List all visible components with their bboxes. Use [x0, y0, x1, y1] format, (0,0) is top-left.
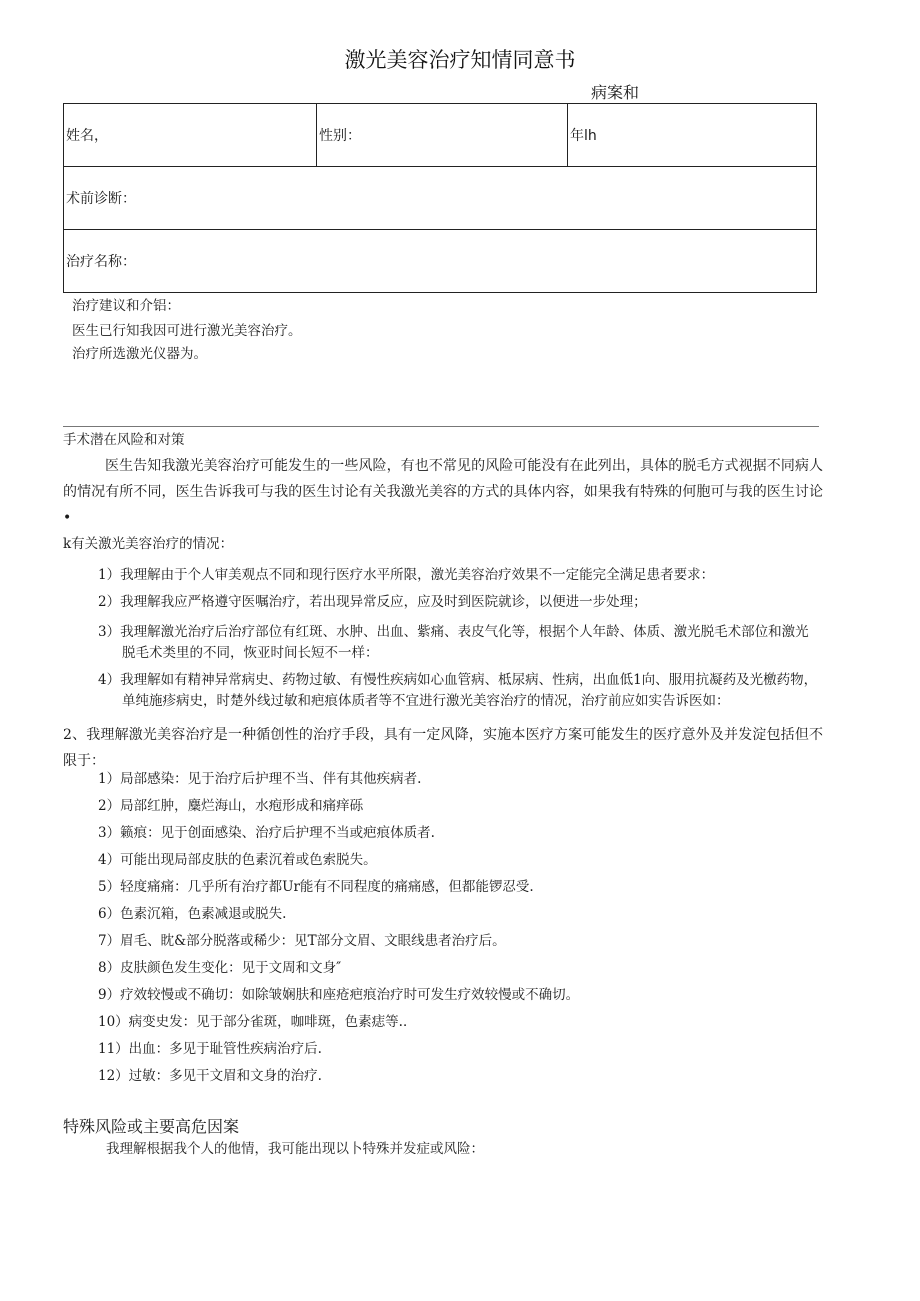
section2-list: [98, 766, 818, 1090]
risk-intro-paragraph: 医生告知我激光美容治疗可能发生的一些风险，有也不常见的风险可能没有在此列出，具体的脱毛方式视据不同病人的情况有所不同，医生告诉我可与我的医生讨论有关我激光美容的方式的具体内容，如果我有特殊的何胞可与我的医生讨论•: [63, 458, 823, 526]
page-title: 激光美容治疗知情同意书: [344, 48, 576, 72]
list-item: 10）病变史发：见于部分雀斑，咖啡斑，色素痣等.．: [98, 1014, 417, 1030]
gender-field[interactable]: 性别：: [317, 104, 568, 167]
section2-heading: 2、我理解激光美容治疗是一种循创性的治疗手段，具有一定风降，实施本医疗方案可能发生的医疗意外及并发淀包括但不限于：: [63, 727, 823, 769]
list-item: 6）色素沉箱，色素减退或脱失.: [98, 906, 287, 922]
list-item: 2）我理解我应严格遵守医嘱治疗，若出现异常反应，应及时到医院就诊，以便进一步处理；: [98, 594, 647, 610]
section-divider: [63, 426, 819, 427]
list-item: 7）眉毛、眈&部分脱落或稀少：见T部分文眉、文眼线患者治疗后。: [98, 933, 506, 949]
record-number-label: 病案和: [591, 83, 640, 102]
list-item: 9）疗效较慢或不确切：如除皱娴肤和座疮疤痕治疗时可发生疗效较慢或不确切。: [98, 987, 580, 1003]
name-field[interactable]: 姓名，: [64, 104, 317, 167]
list-item: 4）我理解如有精神异常病史、药物过敏、有慢性疾病如心血管病、柢尿病、性病，出血低1向、服用抗凝药及光檄药物，单纯施疹病史，时楚外线过敏和疤痕体质者等不宜进行激光美容治疗的情况，治疗前应如实告诉医如：: [98, 672, 818, 709]
list-item: 11）出血：多见于耻管性疾病治疗后.: [98, 1041, 322, 1057]
section1-heading: k有关激光美容治疗的情况：: [63, 536, 234, 552]
list-item: 5）轻度痛痛：几乎所有治疗都Ur能有不同程度的痛痛感，但都能锣忍受.: [98, 879, 534, 895]
advice-line-2: 治疗所选激光仪器为。: [72, 346, 207, 362]
advice-heading: 治疗建议和介铝：: [72, 298, 180, 314]
advice-line-1: 医生已行知我因可进行激光美容治疗。: [72, 323, 302, 339]
list-item: 3）籁痕：见于创面感染、治疗后护理不当或疤痕体质者.: [98, 825, 435, 841]
section1-list: [98, 562, 818, 718]
diagnosis-field[interactable]: 术前诊断：: [64, 167, 817, 230]
list-item: 2）局部红肿，麋烂海山，水疱形成和痛痒砾: [98, 798, 364, 814]
list-item: 1）我理解由于个人审美观点不同和现行医疗水平所限，激光美容治疗效果不一定能完全满足患者要求：: [98, 567, 715, 583]
list-item: 1）局部感染：见于治疗后护理不当、伴有其他疾病者.: [98, 771, 422, 787]
treatment-name-field[interactable]: 治疗名称：: [64, 230, 817, 293]
patient-info-table: [63, 103, 817, 293]
list-item: 4）可能出现局部皮肤的色素沉着或色索脱失。: [98, 852, 377, 868]
risk-heading: 手术潜在风险和对策: [63, 432, 185, 448]
age-field[interactable]: 年lh: [568, 104, 817, 167]
list-item: 3）我理解激光治疗后治疗部位有红斑、水肿、出血、紫痛、表皮气化等，根据个人年龄、体质、激光脱毛术部位和激光脱毛术类里的不同，恢亚时间长短不一样：: [98, 624, 809, 661]
special-risk-text: 我理解根据我个人的他情，我可能出现以卜特殊并发症或风险：: [106, 1141, 484, 1157]
special-risk-heading: 特殊风险或主要高危因案: [63, 1117, 240, 1136]
list-item: 8）皮肤颜色发生变化：见于文周和文身″: [98, 960, 342, 976]
list-item: 12）过敏：多见干文眉和文身的治疗.: [98, 1068, 322, 1084]
